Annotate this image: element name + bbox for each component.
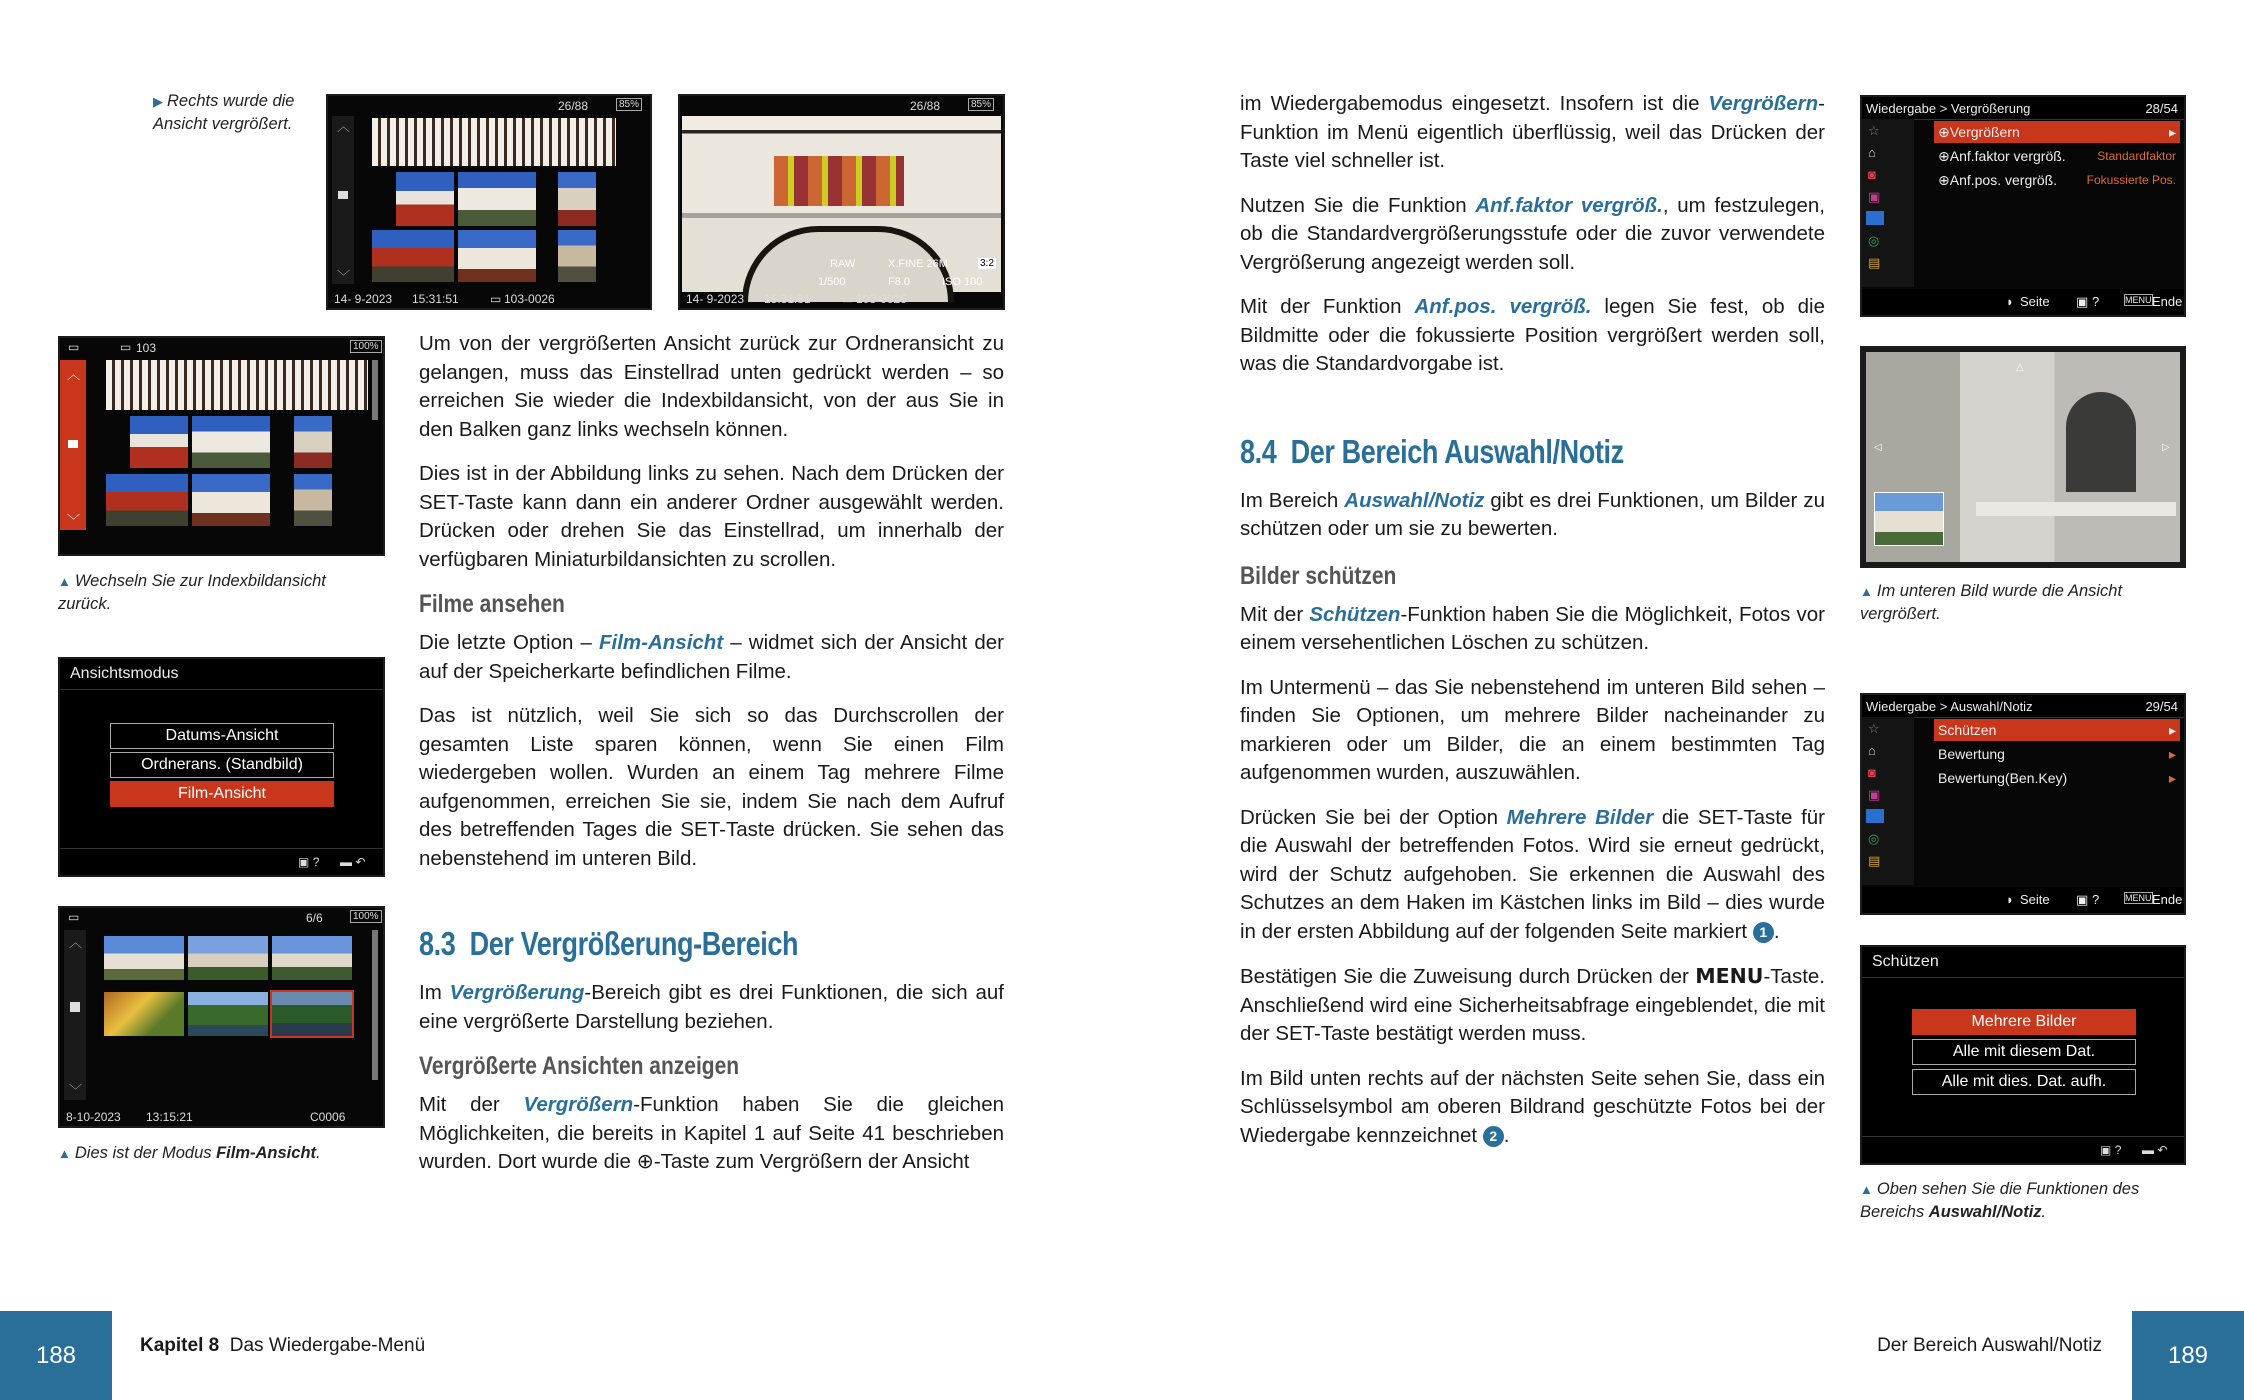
menu-row-bewertung[interactable] (1934, 743, 2180, 765)
iso-value: ISO 100 (942, 276, 983, 288)
side-scrollbar[interactable] (332, 116, 354, 284)
screen-topbar (680, 96, 1003, 116)
section-number: 8.3 (419, 925, 456, 962)
caption-film-emphasis: Film-Ansicht (216, 1144, 317, 1162)
caption-zoom (1860, 580, 2170, 626)
menu-row-value: Standardfaktor (2097, 149, 2176, 163)
text: , um festzulegen, ob die Standardvergrößerungsstufe oder die zuvor verwendete Vergrößerung angezeigt werden soll. (1240, 193, 1825, 274)
video-icon: ▣ (1868, 787, 1881, 802)
option-ordneransicht[interactable]: Ordnerans. (Standbild) (110, 752, 334, 778)
menu-footer (1862, 887, 2184, 913)
screen-counter: 26/88 (558, 99, 589, 113)
toolbox-icon: ▤ (1868, 255, 1881, 270)
chevron-up-icon: ︿ (67, 367, 81, 382)
screen-date: 8-10-2023 (66, 1110, 121, 1124)
zoom-icon: ⊕ (1938, 172, 1950, 188)
menu-row-label: Vergrößern (1949, 124, 2020, 140)
thumbnail-photo[interactable] (372, 230, 454, 282)
text: Mit der Funktion (1240, 295, 1415, 318)
toolbox-icon: ▤ (1868, 853, 1881, 868)
text: Drücken Sie bei der Option (1240, 805, 1507, 829)
screen-date: 14- 9-2023 (334, 292, 393, 306)
caption-zoom-text: Im unteren Bild wurde die Ansicht vergrößert. (1860, 582, 2123, 623)
ratio-indicator: 3:2 (980, 258, 994, 269)
playback-icon: ▭ (68, 340, 80, 354)
menu-row-schuetzen[interactable] (1934, 719, 2180, 741)
subheading-filme: Filme ansehen (419, 590, 565, 618)
thumbnail-photo[interactable] (396, 172, 454, 226)
menu-footer (1862, 289, 2184, 315)
chevron-down-icon: ﹀ (67, 513, 81, 528)
menu-key-icon: MENU (2125, 893, 2152, 903)
chevron-right-icon: ▸ (2168, 746, 2176, 762)
aperture-value: F8.0 (888, 276, 911, 288)
menu-row-label: Anf.pos. vergröß. (1949, 172, 2058, 188)
menu-page: 28/54 (2145, 101, 2178, 116)
text: . (1773, 919, 1780, 943)
trash-icon: ▣ (2100, 1143, 2112, 1157)
screen-film-view (58, 906, 385, 1128)
footer-seite[interactable]: Seite (2020, 892, 2050, 907)
folder-icon: ▭ (120, 340, 132, 354)
chevron-up-icon: ︿ (69, 935, 83, 950)
side-scrollbar[interactable] (64, 930, 86, 1100)
screen-topbar (60, 908, 383, 928)
text: legen Sie fest, ob die Bildmitte oder die fokussierte Position vergrößert werden soll, was die Standardvorgabe ist. (1240, 295, 1825, 375)
caption-menu-text: Oben sehen Sie die Funktionen des Bereichs (1860, 1180, 2140, 1221)
camera-icon: ◙ (1868, 167, 1876, 182)
caption-marker-icon: ▶ (153, 94, 163, 109)
footer-help[interactable]: ? (2092, 294, 2100, 309)
page-number-left: 188 (0, 1311, 112, 1400)
emphasis: Schützen (1309, 602, 1401, 626)
option-film-ansicht[interactable]: Film-Ansicht (110, 781, 334, 807)
zoom-icon: ⊕ (1938, 148, 1950, 164)
emphasis: Anf.pos. vergröß. (1414, 295, 1592, 318)
option-mehrere-bilder[interactable]: Mehrere Bilder (1912, 1009, 2136, 1035)
chevron-right-icon: ▸ (2168, 124, 2176, 140)
chevron-down-icon: ﹀ (69, 1083, 83, 1098)
caption-marker-icon: ▲ (1860, 1182, 1873, 1197)
text: im Wiedergabemodus eingesetzt. Insofern ist die (1240, 92, 1709, 115)
menu-path: Wiedergabe > Vergrößerung (1866, 101, 2031, 116)
emphasis: Mehrere Bilder (1506, 805, 1654, 829)
paragraph (1240, 601, 1825, 658)
network-icon: ◎ (1868, 233, 1880, 248)
folder-bar-selected[interactable] (60, 360, 86, 530)
chevron-up-icon: ︿ (337, 119, 351, 134)
paragraph (419, 1091, 1004, 1177)
text: die SET-Taste für die Auswahl der betreffenden Fotos. Wird sie erneut gedrückt, wird der Schutz aufgehoben. Sie erkennen die Auswahl des Schutzes an dem Haken im Kästchen links im Bild – dies wurde in der ersten Abbildung auf der folgenden Seite markiert (1240, 805, 1825, 943)
help-label: ? (312, 855, 320, 869)
paragraph (1240, 293, 1825, 379)
screen-index-view (58, 336, 385, 556)
menu-row-label: Bewertung (1938, 746, 2005, 762)
star-icon: ☆ (1868, 721, 1880, 736)
paragraph (1240, 804, 1825, 947)
battery-indicator: 100% (350, 910, 382, 923)
menu-path: Wiedergabe > Auswahl/Notiz (1866, 699, 2033, 714)
caption-index (58, 570, 358, 616)
film-thumbnail-selected[interactable] (272, 992, 352, 1036)
text: Bestätigen Sie die Zuweisung durch Drücken der (1240, 965, 1696, 988)
menu-key-icon: MENU (2125, 295, 2152, 305)
menu-row-anf-faktor[interactable] (1934, 145, 2180, 167)
folder-number: 103 (136, 341, 157, 355)
folder-icon (68, 440, 78, 448)
battery-indicator: 85% (968, 98, 994, 111)
screen-ansichtsmodus (58, 657, 385, 877)
footer-ende[interactable]: Ende (2152, 892, 2183, 907)
screen-time: 13:15:21 (146, 1110, 193, 1124)
screen-time: 15:31:51 (412, 292, 459, 306)
footer-seite[interactable]: Seite (2020, 294, 2050, 309)
thumbnail-photo[interactable] (106, 474, 188, 526)
menu-row-label: Bewertung(Ben.Key) (1938, 770, 2068, 786)
screen-folder: 103-0026 (856, 292, 907, 306)
section-heading-8-3 (419, 925, 899, 963)
trash-icon: ▣ (298, 855, 310, 869)
option-datums-ansicht[interactable]: Datums-Ansicht (110, 723, 334, 749)
raw-indicator: RAW (830, 258, 856, 270)
thumbnail-photo[interactable] (192, 416, 270, 468)
zoom-key-icon: ⊕ (636, 1150, 654, 1173)
home-icon: ⌂ (1868, 743, 1876, 758)
paragraph (419, 629, 1004, 686)
thumbnail-photo[interactable] (558, 230, 596, 282)
menu-row-bewertung-key[interactable] (1934, 767, 2180, 789)
paragraph (1240, 1065, 1825, 1151)
screen-bottombar (328, 290, 650, 308)
subheading-vergroesserte-ansichten: Vergrößerte Ansichten anzeigen (419, 1052, 740, 1080)
window (2066, 392, 2136, 492)
thumbnail-photo[interactable] (458, 172, 536, 226)
chevron-right-icon: ▸ (2168, 722, 2176, 738)
home-icon: ⌂ (1868, 145, 1876, 160)
section-number: 8.4 (1240, 432, 1277, 470)
screen-zoomed-photo (678, 94, 1005, 310)
text: Nutzen Sie die Funktion (1240, 193, 1476, 217)
screen-filename: C0006 (310, 1110, 346, 1124)
menu-row-label: Anf.faktor vergröß. (1949, 148, 2066, 164)
thumbnail-photo[interactable] (192, 474, 270, 526)
section-heading-8-4 (1240, 433, 1720, 471)
dial-icon: ◗ (2006, 892, 2014, 907)
film-thumbnail[interactable] (188, 992, 268, 1036)
subheading-bilder-schuetzen: Bilder schützen (1240, 561, 1397, 590)
trash-icon: ▣ (2076, 294, 2089, 309)
option-alle-mit-datum[interactable]: Alle mit diesem Dat. (1912, 1039, 2136, 1065)
left-text-column (419, 330, 1004, 1193)
text: Im Bild unten rechts auf der nächsten Seite sehen Sie, dass ein Schlüsselsymbol am oberen Bildrand geschützte Fotos bei der Wiedergabe kennzeichnet (1240, 1066, 1825, 1147)
marker-number: 2 (1483, 1126, 1504, 1147)
menu-title: Ansichtsmodus (70, 665, 179, 682)
text: -Funktion haben Sie die gleichen Möglichkeiten, die bereits in Kapitel 1 auf Seite 41 beschrieben wurden. Dort wurde die (419, 1093, 1004, 1173)
text: -Taste zum Vergrößern der Ansicht (653, 1150, 970, 1173)
caption-film-text: Dies ist der Modus (74, 1144, 217, 1162)
screen-thumbnail-grid (326, 94, 652, 310)
paragraph (1240, 192, 1825, 278)
thumbnail-photo[interactable] (294, 474, 332, 526)
text: Mit der (1240, 602, 1310, 626)
menu-row-vergroessern[interactable] (1934, 121, 2180, 143)
text: -Taste. Anschließend wird eine Sicherheitsabfrage eingeblendet, die mit der SET-Taste bestätigt werden muss. (1240, 965, 1825, 1045)
caption-index-text: Wechseln Sie zur Indexbildansicht zurück. (58, 572, 326, 613)
screen-bottombar (680, 290, 1003, 308)
film-thumbnail[interactable] (188, 936, 268, 980)
divider (60, 848, 383, 849)
text: -Funktion im Menü eigentlich überflüssig, weil das Drücken der Taste viel schneller ist. (1240, 92, 1825, 172)
marker-number: 1 (1753, 922, 1774, 943)
menu-page: 29/54 (2145, 699, 2178, 714)
menu-side-tabs[interactable] (1862, 119, 1914, 287)
thumbnail-photo[interactable] (294, 416, 332, 468)
text: Im Bereich (1240, 488, 1345, 512)
thumbnail-photo[interactable] (458, 230, 536, 282)
screen-topbar (60, 338, 383, 358)
scrollbar-thumb[interactable] (372, 360, 378, 420)
network-icon: ◎ (1868, 831, 1880, 846)
paragraph (1240, 487, 1825, 544)
scrollbar-thumb[interactable] (372, 930, 378, 1080)
help-hint (2100, 1143, 2121, 1157)
help-label: ? (2114, 1143, 2122, 1157)
screen-schuetzen (1860, 945, 2186, 1165)
caption-menu (1860, 1178, 2180, 1224)
shutter-value: 1/500 (818, 276, 846, 288)
emphasis: Auswahl/Notiz (1344, 488, 1485, 512)
trash-icon: ▣ (2076, 892, 2089, 907)
screen-folder: 103-0026 (504, 292, 555, 306)
running-footer-left (140, 1335, 425, 1357)
paragraph: Im Untermenü – das Sie nebenstehend im unteren Bild sehen – finden Sie Optionen, um mehrere Bilder nacheinander zu markieren oder um Bilder, die an einem bestimmten Tag aufgenommen wurden, auszuwählen. (1240, 675, 1825, 784)
arrow-left-icon: ◁ (1874, 442, 1882, 453)
thumbnail-photo[interactable] (558, 172, 596, 226)
screen-bottombar (60, 1108, 383, 1126)
caption-menu-emphasis: Auswahl/Notiz (1928, 1203, 2042, 1221)
star-icon: ☆ (1868, 123, 1880, 138)
menu-header (1862, 97, 2184, 120)
zoomed-photo (1866, 352, 2180, 562)
text: Die letzte Option – (419, 631, 600, 654)
text: gibt es drei Funktionen, um Bilder zu schützen oder um sie zu bewerten. (1240, 488, 1825, 540)
divider (1862, 977, 2184, 978)
menu-title: Schützen (1872, 953, 1939, 970)
quality-indicator: X.FINE 26M (888, 258, 948, 270)
paragraph (1240, 962, 1825, 1049)
screen-menu-auswahl-notiz (1860, 693, 2186, 915)
emphasis: Anf.faktor vergröß. (1475, 193, 1663, 217)
film-thumbnail[interactable] (104, 936, 184, 980)
chapter-title: Das Wiedergabe-Menü (229, 1335, 426, 1356)
folder-icon: ▭ (490, 292, 502, 306)
chevron-right-icon: ▸ (2168, 770, 2176, 786)
screen-time: 15:31:51 (764, 292, 811, 306)
chevron-down-icon: ﹀ (337, 269, 351, 284)
screen-menu-vergroesserung (1860, 95, 2186, 317)
caption-film-end: . (316, 1144, 321, 1162)
balcony (1976, 502, 2176, 516)
paragraph (419, 979, 1004, 1036)
playback-icon: ▭ (68, 910, 80, 924)
section-title: Der Vergrößerung-Bereich (469, 925, 799, 962)
arrow-up-icon: △ (2016, 362, 2024, 373)
screen-date: 14- 9-2023 (686, 292, 745, 306)
text: Mit der (419, 1093, 524, 1116)
thumbnail-photo[interactable] (106, 360, 368, 410)
film-thumbnail[interactable] (272, 936, 352, 980)
screen-counter: 6/6 (306, 911, 323, 925)
arrow-right-icon: ▷ (2162, 442, 2170, 453)
navigation-preview (1874, 492, 1944, 546)
footer-ende[interactable]: Ende (2152, 294, 2183, 309)
menu-row-value: Fokussierte Pos. (2086, 173, 2176, 187)
text: – widmet sich der Ansicht der auf der Speicherkarte befindlichen Filme. (419, 631, 1004, 683)
battery-indicator: 85% (616, 98, 642, 111)
footer-help[interactable]: ? (2092, 892, 2100, 907)
paragraph (1240, 90, 1825, 176)
menu-key-label: MENU (1695, 964, 1764, 988)
film-icon (70, 1002, 80, 1012)
menu-row-label: Schützen (1938, 722, 1997, 738)
playback-tab-icon[interactable] (1866, 211, 1884, 225)
dial-icon: ◗ (2006, 294, 2014, 309)
emphasis: Vergrößern (1708, 92, 1819, 115)
playback-tab-icon[interactable] (1866, 809, 1884, 823)
screen-zoomed-building (1860, 346, 2186, 568)
caption-marker-icon: ▲ (58, 574, 71, 589)
back-icon[interactable]: ▬ ↶ (2142, 1143, 2168, 1157)
help-hint (298, 855, 319, 869)
caption-top-text: Rechts wurde die Ansicht vergrößert. (153, 92, 295, 133)
paragraph: Das ist nützlich, weil Sie sich so das Durchscrollen der gesamten Liste sparen können, wenn Sie einen Film wiedergeben wollen. Wurden an einem Tag mehrere Filme aufgenommen, erreichen Sie sie, indem Sie nach dem Aufruf des betreffenden Tages die SET-Taste drücken. Sie sehen das nebenstehend im unteren Bild. (419, 704, 1004, 870)
menu-row-anf-pos[interactable] (1934, 169, 2180, 191)
divider (60, 689, 383, 690)
thumbnail-photo[interactable] (130, 416, 188, 468)
text: -Bereich gibt es drei Funktionen, die sich auf eine vergrößerte Darstellung beziehen. (419, 981, 1004, 1033)
coat-of-arms (774, 156, 904, 206)
menu-header (1862, 695, 2184, 718)
caption-menu-end: . (2041, 1203, 2047, 1221)
camera-icon: ◙ (1868, 765, 1876, 780)
thumbnail-photo[interactable] (372, 118, 616, 166)
emphasis: Film-Ansicht (599, 631, 724, 654)
page-number-right: 189 (2132, 1311, 2244, 1400)
text: -Funktion haben Sie die Möglichkeit, Fotos vor einem versehentlichen Löschen zu schützen. (1240, 602, 1825, 654)
battery-indicator: 100% (350, 340, 382, 353)
caption-top (153, 90, 303, 136)
caption-film (58, 1142, 378, 1165)
section-title: Der Bereich Auswahl/Notiz (1290, 432, 1624, 470)
menu-side-tabs[interactable] (1862, 717, 1914, 885)
text: Im (419, 981, 450, 1004)
text: . (1503, 1123, 1510, 1147)
caption-marker-icon: ▲ (58, 1146, 71, 1161)
screen-counter: 26/88 (910, 99, 941, 113)
video-icon: ▣ (1868, 189, 1881, 204)
zoom-icon: ⊕ (1938, 124, 1950, 140)
option-alle-datum-aufheben[interactable]: Alle mit dies. Dat. aufh. (1912, 1069, 2136, 1095)
folder-icon (338, 191, 348, 199)
right-text-column (1240, 90, 1825, 1166)
emphasis: Vergrößern (523, 1093, 634, 1116)
folder-icon: ▭ (842, 292, 854, 306)
paragraph: Um von der vergrößerten Ansicht zurück zur Ordneransicht zu gelangen, muss das Einstellrad unten gedrückt werden – so erreichen Sie wieder die Indexbildansicht, von der aus Sie in den Balken ganz links wechseln können. (419, 332, 1004, 441)
emphasis: Vergrößerung (449, 981, 585, 1004)
back-icon[interactable]: ▬ ↶ (340, 855, 366, 869)
divider (1862, 1136, 2184, 1137)
running-footer-right: Der Bereich Auswahl/Notiz (1877, 1335, 2102, 1356)
paragraph: Dies ist in der Abbildung links zu sehen. Nach dem Drücken der SET-Taste kann dann ein anderer Ordner ausgewählt werden. Drücken oder drehen Sie das Einstellrad, um innerhalb der verfügbaren Miniaturbildansichten zu scrollen. (419, 462, 1004, 571)
screen-topbar (328, 96, 650, 116)
chapter-label: Kapitel 8 (140, 1335, 220, 1356)
caption-marker-icon: ▲ (1860, 584, 1873, 599)
film-thumbnail[interactable] (104, 992, 184, 1036)
